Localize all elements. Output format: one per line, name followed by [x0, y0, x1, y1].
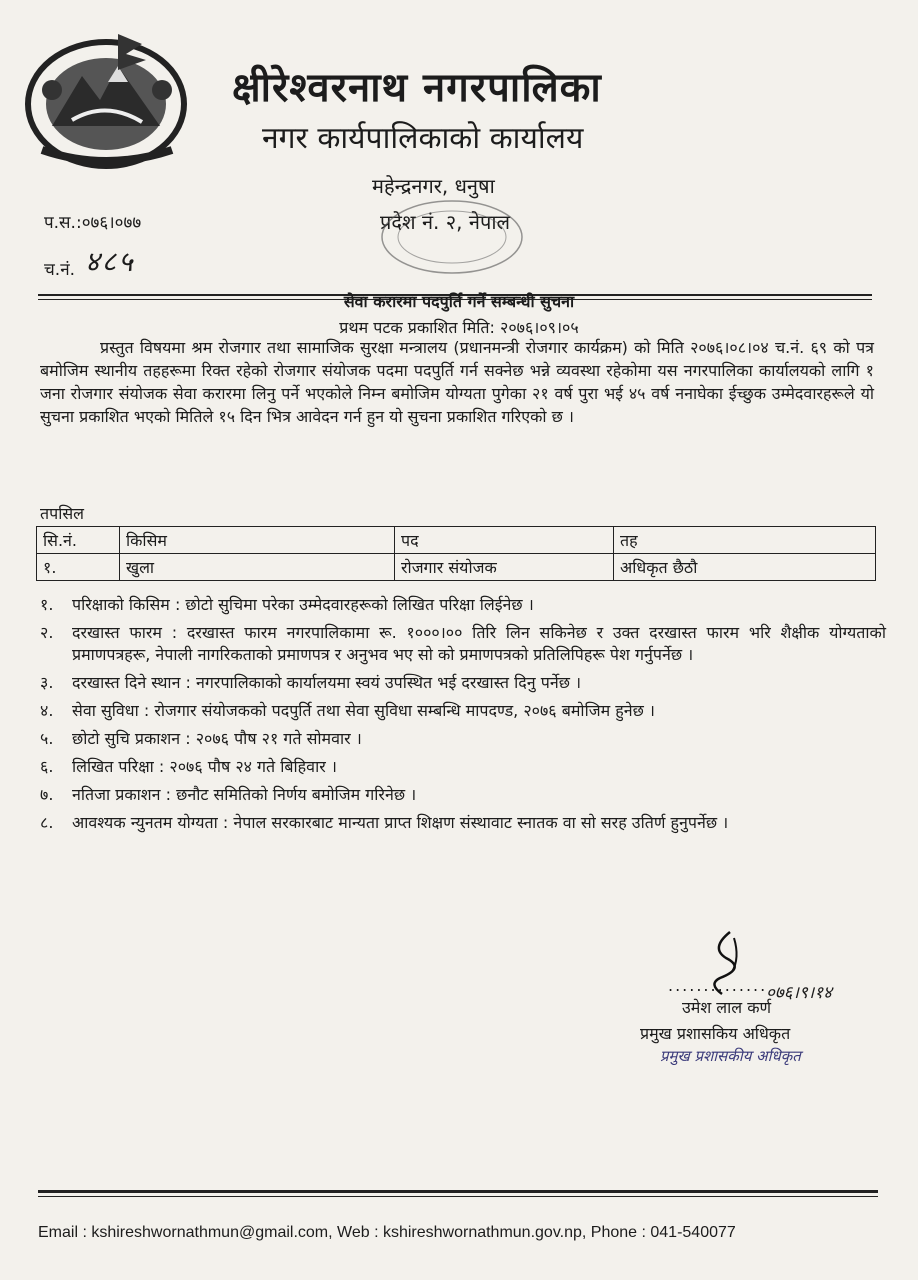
list-item-number: २. [40, 623, 54, 642]
list-item [40, 728, 886, 750]
list-item-text: छोटो सुचि प्रकाशन : २०७६ पौष २१ गते सोमवार । [72, 729, 362, 748]
signatory-name: उमेश लाल कर्ण [682, 998, 772, 1017]
table-header-cell: किसिम [120, 527, 395, 554]
list-item [40, 756, 886, 778]
list-item-number: ७. [40, 785, 54, 804]
footer-divider [38, 1190, 878, 1193]
table-cell: रोजगार संयोजक [395, 554, 614, 581]
table-cell: खुला [120, 554, 395, 581]
list-item-text: दरखास्त दिने स्थान : नगरपालिकाको कार्यालयमा स्वयं उपस्थित भई दरखास्त दिनु पर्नेछ । [72, 673, 582, 692]
list-item [40, 672, 886, 694]
nepal-emblem-icon [22, 30, 190, 170]
table-header-cell: तह [614, 527, 876, 554]
signatory-designation: प्रमुख प्रशासकिय अधिकृत [640, 1024, 791, 1043]
conditions-list [40, 594, 886, 840]
list-item-text: लिखित परिक्षा : २०७६ पौष २४ गते बिहिवार । [72, 757, 337, 776]
vacancy-table [36, 526, 876, 581]
details-heading: तपसिल [40, 504, 85, 523]
ref-label: प.स. [44, 213, 76, 233]
dispatch-value: ४८५ [85, 245, 135, 278]
address-line-1: महेन्द्रनगर, धनुषा [372, 174, 495, 198]
list-item-number: ६. [40, 757, 54, 776]
list-item-text: नतिजा प्रकाशन : छनौट समितिको निर्णय बमोजिम गरिनेछ । [72, 785, 417, 804]
footer-contact: Email : kshireshwornathmun@gmail.com, Web : kshireshwornathmun.gov.np, Phone : 041-540077 [38, 1224, 736, 1241]
dispatch-number [44, 242, 135, 280]
designation-stamp: प्रमुख प्रशासकीय अधिकृत [660, 1047, 801, 1065]
list-item-number: ५. [40, 729, 54, 748]
signature-date: ०७६।९।१४ [766, 983, 832, 1003]
list-item-number: ३. [40, 673, 54, 692]
office-stamp-icon [372, 192, 532, 282]
table-row [37, 554, 876, 581]
list-item-number: ४. [40, 701, 54, 720]
table-header-cell: पद [395, 527, 614, 554]
list-item-text: सेवा सुविधा : रोजगार संयोजकको पदपुर्ति तथा सेवा सुविधा सम्बन्धि मापदण्ड, २०७६ बमोजिम हुनेछ । [72, 701, 655, 720]
office-subtitle: नगर कार्यपालिकाको कार्यालय [262, 121, 584, 156]
table-header-row [37, 527, 876, 554]
list-item-number: १. [40, 595, 54, 614]
table-header-cell: सि.नं. [37, 527, 120, 554]
signature-block [600, 928, 900, 1068]
list-item [40, 594, 886, 616]
list-item-text: आवश्यक न्युनतम योग्यता : नेपाल सरकारबाट मान्यता प्राप्त शिक्षण संस्थावाट स्नातक वा सो सरह उतिर्ण हुनुपर्नेछ । [72, 813, 729, 832]
table-cell: अधिकृत छैठौ [614, 554, 876, 581]
signature-dots: .............. [668, 976, 768, 995]
dispatch-label: च.नं. [44, 260, 76, 280]
list-item [40, 784, 886, 806]
notice-published-date: प्रथम पटक प्रकाशित मिति: २०७६।०९।०५ [339, 318, 579, 337]
notice-title: सेवा करारमा पदपुर्ति गर्ने सम्बन्धी सुचना [343, 292, 575, 311]
list-item-number: ८. [40, 813, 54, 832]
ref-value: ०७६।०७७ [81, 213, 142, 233]
reference-number: प.स.:०७६।०७७ [44, 213, 142, 233]
municipality-title: क्षीरेश्वरनाथ नगरपालिका [232, 65, 602, 111]
list-item-text: परिक्षाको किसिम : छोटो सुचिमा परेका उम्मेदवारहरूको लिखित परिक्षा लिईनेछ । [72, 595, 534, 614]
list-item [40, 812, 886, 834]
list-item-text: दरखास्त फारम : दरखास्त फारम नगरपालिकामा रू. १०००।०० तिरि लिन सकिनेछ र उक्त दरखास्त फारम भरि शैक्षीक योग्यताको प्रमाणपत्रहरू, नेपाली नागरिकताको प्रमाणपत्र र अनुभव भए सो को प्रमाणपत्रको प्रतिलिपिहरू पेश गर्नुपर्नेछ । [72, 623, 886, 664]
table-cell: १. [37, 554, 120, 581]
footer-divider-thin [38, 1196, 878, 1197]
address-line-2: प्रदेश नं. २, नेपाल [380, 210, 511, 234]
list-item [40, 700, 886, 722]
list-item [40, 622, 886, 666]
notice-body: प्रस्तुत विषयमा श्रम रोजगार तथा सामाजिक सुरक्षा मन्त्रालय (प्रधानमन्त्री रोजगार कार्यक्रम) को मिति २०७६।०८।०४ च.नं. ६९ को पत्र बमोजिम स्थानीय तहहरूमा रिक्त रहेको रोजगार संयोजक पदमा पदपुर्ति गर्न सक्नेछ भन्ने व्यवस्था रहेकोमा यस नगरपालिका कार्यालयको लागि १ जना रोजगार संयोजक सेवा करारमा लिनु पर्ने भएकोले निम्न बमोजिम योग्यता पुगेका २१ वर्ष पुरा भई ४५ वर्ष ननाघेका ईच्छुक उम्मेदवारहरूले यो सुचना प्रकाशित भएको मितिले १५ दिन भित्र आवेदन गर्न हुन यो सुचना प्रकाशित गरिएको छ । [40, 338, 874, 426]
